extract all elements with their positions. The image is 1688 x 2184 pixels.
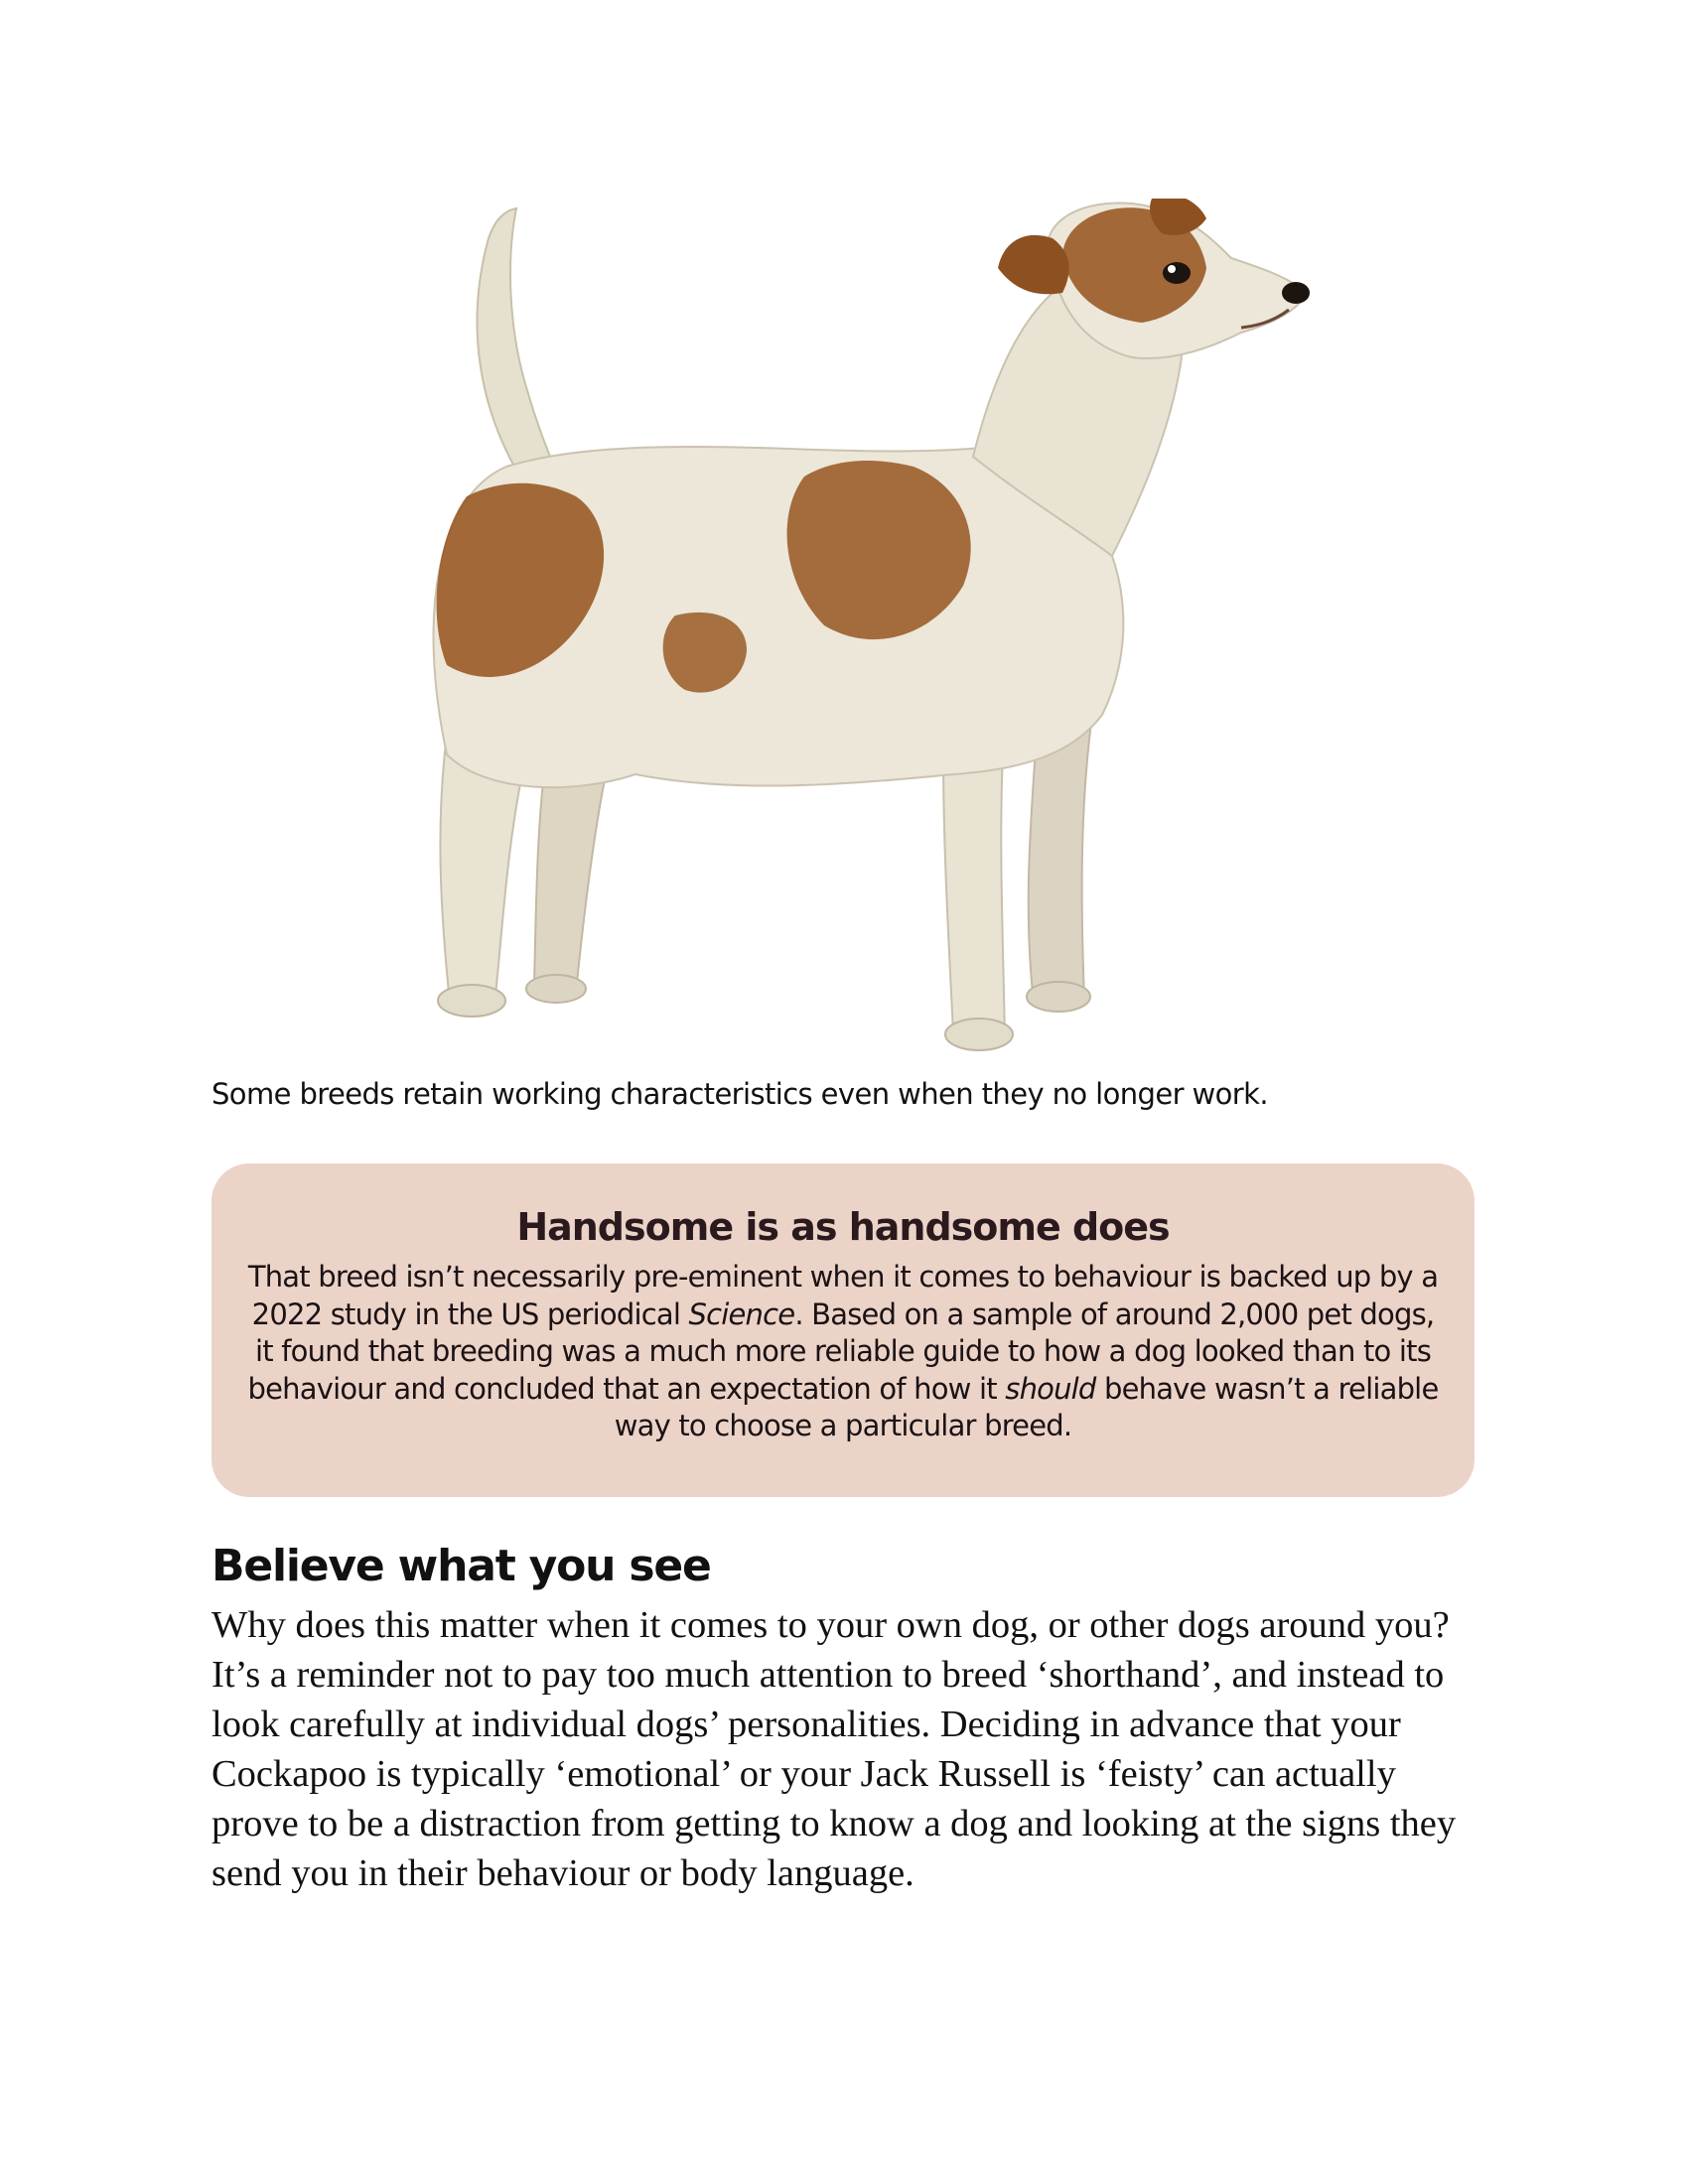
dog-eye <box>1163 262 1191 284</box>
callout-body-emphasis: Science <box>688 1297 795 1331</box>
figure-caption: Some breeds retain working characteristics even when they no longer work. <box>211 1077 1268 1111</box>
dog-back-leg-right <box>534 754 606 993</box>
dog-nose <box>1282 282 1310 304</box>
jack-russell-terrier-illustration <box>377 199 1311 1072</box>
callout-body-emphasis: should <box>1005 1371 1096 1406</box>
section-heading: Believe what you see <box>211 1541 711 1591</box>
dog-ear-left <box>998 235 1069 294</box>
dog-front-leg-left <box>943 754 1005 1038</box>
callout-body-text: That breed isn’t necessarily pre-eminent when it comes to behaviour is backed up by a 2022 study in the US periodical <box>247 1260 1439 1331</box>
dog-tail <box>477 208 554 467</box>
callout-body <box>245 1259 1441 1445</box>
dog-paw <box>438 985 505 1017</box>
dog-paw <box>945 1019 1013 1050</box>
callout-title: Handsome is as handsome does <box>516 1205 1170 1249</box>
callout-box <box>211 1163 1475 1497</box>
dog-eye-highlight <box>1168 265 1176 273</box>
callout-body-text: behave wasn’t a reliable way to choose a particular breed. <box>614 1371 1439 1442</box>
body-paragraph: Why does this matter when it comes to your own dog, or other dogs around you? It’s a reminder not to pay too much attention to breed ‘shorthand’, and instead to look carefully at individual dogs’ personalities. Deciding in advance that your Cockapoo is typically ‘emotional’ or your Jack Russell is ‘feisty’ can actually prove to be a distraction from getting to know a dog and looking at the signs they send you in their behaviour or body language. <box>211 1604 1457 1894</box>
dog-paw <box>526 975 586 1003</box>
dog-paw <box>1027 982 1090 1012</box>
callout-body-text: . Based on a sample of around 2,000 pet dogs, it found that breeding was a much more reliable guide to how a dog looked than to its behaviour and concluded that an expectation of how it <box>247 1297 1435 1406</box>
